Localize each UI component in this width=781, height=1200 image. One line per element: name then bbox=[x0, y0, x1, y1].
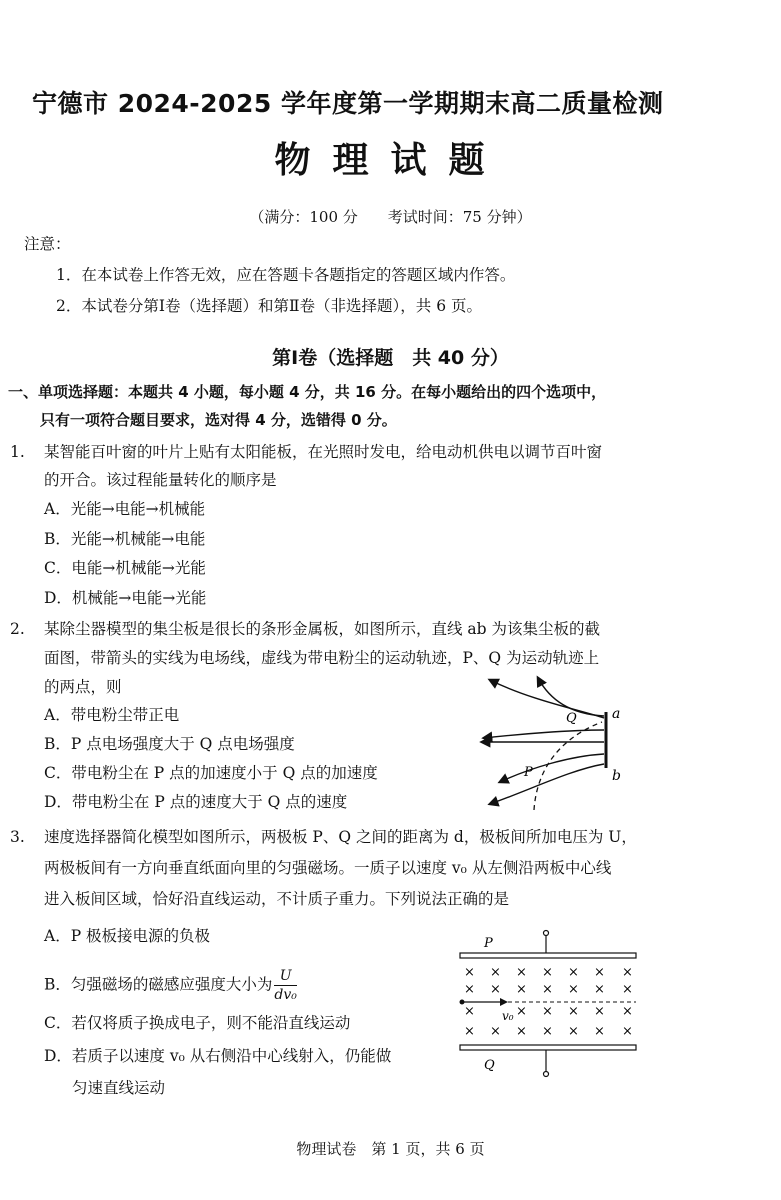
page-footer: 物理试卷 第 1 页，共 6 页 bbox=[296, 1140, 485, 1158]
field-cross: × bbox=[622, 965, 633, 980]
subject-title: 物理试题 bbox=[274, 140, 507, 181]
terminal-q bbox=[544, 1072, 549, 1077]
field-cross: × bbox=[464, 1004, 475, 1019]
field-cross: × bbox=[594, 982, 605, 997]
field-cross: × bbox=[568, 1004, 579, 1019]
plate-label-a: a bbox=[612, 706, 621, 722]
q3-option-b bbox=[44, 967, 297, 1004]
fraction-numerator: U bbox=[274, 967, 296, 986]
q3-option-d-line1: D．若质子以速度 v₀ 从右侧沿中心线射入，仍能做 bbox=[44, 1047, 392, 1065]
q3-number: 3. bbox=[10, 828, 25, 846]
field-cross: × bbox=[516, 965, 527, 980]
field-cross: × bbox=[490, 1024, 501, 1039]
plate-label-q: Q bbox=[484, 1058, 495, 1073]
q2-option-d: D．带电粉尘在 P 点的速度大于 Q 点的速度 bbox=[44, 793, 348, 811]
exam-title: 宁德市 2024-2025 学年度第一学期期末高二质量检测 bbox=[32, 89, 664, 118]
q3-option-b-fraction bbox=[274, 967, 296, 1004]
point-label-p: P bbox=[524, 765, 533, 780]
q1-option-b: B．光能→机械能→电能 bbox=[44, 530, 206, 548]
field-line bbox=[484, 730, 604, 738]
q3-option-b-text: B．匀强磁场的磁感应强度大小为 bbox=[44, 975, 273, 994]
q2-stem-line1: 某除尘器模型的集尘板是很长的条形金属板，如图所示，直线 ab 为该集尘板的截 bbox=[44, 620, 601, 638]
proton-dot bbox=[460, 1000, 465, 1005]
point-label-q: Q bbox=[566, 711, 577, 726]
q1-option-d: D．机械能→电能→光能 bbox=[44, 589, 207, 607]
fraction-denominator: dv₀ bbox=[274, 987, 297, 1003]
field-cross: × bbox=[516, 1004, 527, 1019]
field-cross: × bbox=[464, 1024, 475, 1039]
field-cross: × bbox=[516, 1024, 527, 1039]
plate-label-p: P bbox=[484, 936, 493, 951]
q3-option-d-line2: 匀速直线运动 bbox=[72, 1079, 166, 1097]
q1-option-c: C．电能→机械能→光能 bbox=[44, 559, 206, 577]
field-cross: × bbox=[490, 982, 501, 997]
field-cross: × bbox=[490, 965, 501, 980]
field-cross: × bbox=[542, 1004, 553, 1019]
q3-velocity-selector-figure bbox=[452, 928, 642, 1078]
field-cross: × bbox=[464, 965, 475, 980]
q1-stem-line2: 的开合。该过程能量转化的顺序是 bbox=[44, 471, 277, 489]
q3-stem-line1: 速度选择器简化模型如图所示，两极板 P、Q 之间的距离为 d，极板间所加电压为 U， bbox=[44, 828, 637, 846]
plate-label-b: b bbox=[612, 768, 621, 784]
field-cross: × bbox=[568, 982, 579, 997]
q2-stem-line3: 的两点，则 bbox=[44, 678, 122, 696]
q2-option-a: A．带电粉尘带正电 bbox=[44, 706, 180, 724]
field-line bbox=[490, 764, 604, 804]
terminal-p bbox=[544, 931, 549, 936]
field-cross: × bbox=[594, 1024, 605, 1039]
q1-option-a: A．光能→电能→机械能 bbox=[44, 500, 206, 518]
field-cross: × bbox=[622, 1004, 633, 1019]
q3-option-c: C．若仅将质子换成电子，则不能沿直线运动 bbox=[44, 1014, 351, 1032]
notice-label: 注意： bbox=[24, 235, 71, 253]
field-line bbox=[490, 680, 604, 718]
field-cross: × bbox=[516, 982, 527, 997]
q2-number: 2. bbox=[10, 620, 25, 638]
q1-stem-line1: 某智能百叶窗的叶片上贴有太阳能板，在光照时发电，给电动机供电以调节百叶窗 bbox=[44, 443, 603, 461]
notice-item-1: 1．在本试卷上作答无效，应在答题卡各题指定的答题区域内作答。 bbox=[56, 266, 516, 284]
field-cross: × bbox=[594, 965, 605, 980]
q2-dust-collector-figure bbox=[470, 670, 640, 815]
field-cross: × bbox=[542, 1024, 553, 1039]
field-cross: × bbox=[464, 982, 475, 997]
field-cross: × bbox=[568, 965, 579, 980]
q3-stem-line3: 进入板间区域，恰好沿直线运动，不计质子重力。下列说法正确的是 bbox=[44, 890, 510, 908]
field-cross: × bbox=[568, 1024, 579, 1039]
field-cross: × bbox=[542, 965, 553, 980]
q3-option-a: A．P 极板接电源的负极 bbox=[44, 927, 211, 945]
field-cross: × bbox=[622, 1024, 633, 1039]
q1-number: 1. bbox=[10, 443, 25, 461]
part1-instruction-line1: 一、单项选择题：本题共 4 小题，每小题 4 分，共 16 分。在每小题给出的四个选项中， bbox=[8, 383, 607, 401]
q3-stem-line2: 两极板间有一方向垂直纸面向里的匀强磁场。一质子以速度 v₀ 从左侧沿两板中心线 bbox=[44, 859, 612, 877]
q2-option-b: B．P 点电场强度大于 Q 点电场强度 bbox=[44, 735, 295, 753]
q2-option-c: C．带电粉尘在 P 点的加速度小于 Q 点的加速度 bbox=[44, 764, 378, 782]
part1-instruction-line2: 只有一项符合题目要求，选对得 4 分，选错得 0 分。 bbox=[40, 411, 397, 429]
notice-item-2: 2．本试卷分第Ⅰ卷（选择题）和第Ⅱ卷（非选择题），共 6 页。 bbox=[56, 297, 482, 315]
field-cross: × bbox=[542, 982, 553, 997]
field-cross: × bbox=[622, 982, 633, 997]
velocity-arrow bbox=[500, 998, 508, 1006]
section-title: 第Ⅰ卷（选择题 共 40 分） bbox=[272, 347, 509, 369]
q2-stem-line2: 面图，带箭头的实线为电场线，虚线为带电粉尘的运动轨迹，P、Q 为运动轨迹上 bbox=[44, 649, 600, 667]
plate-p bbox=[460, 953, 636, 958]
velocity-label: v₀ bbox=[502, 1009, 514, 1023]
exam-meta: （满分：100 分 考试时间：75 分钟） bbox=[249, 208, 532, 226]
plate-q bbox=[460, 1045, 636, 1050]
field-cross: × bbox=[594, 1004, 605, 1019]
